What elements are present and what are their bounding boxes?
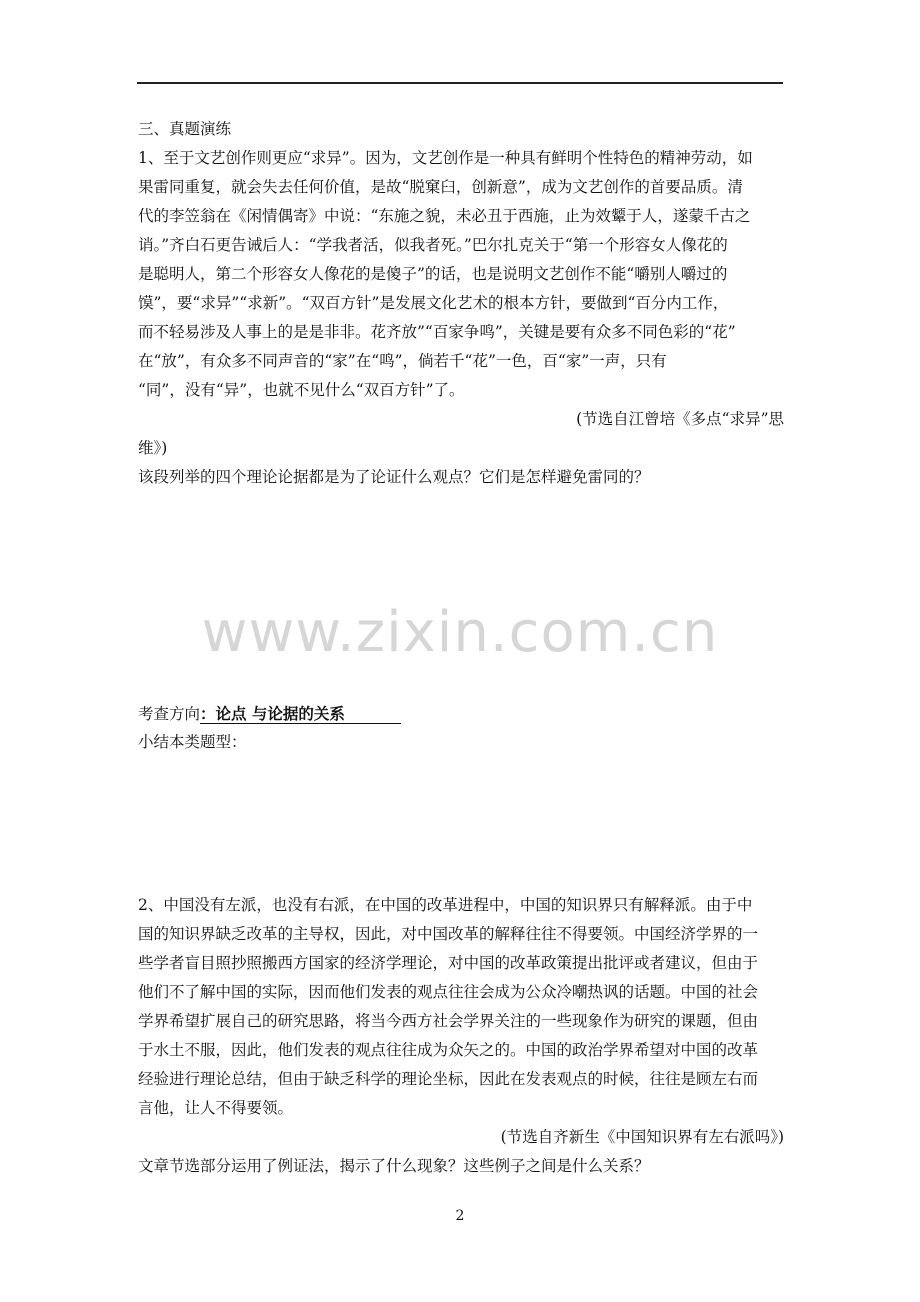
passage-line: 学界希望扩展自己的研究思路，将当今西方社会学界关注的一些现象作为研究的课题，但由 xyxy=(138,1012,759,1030)
passage-line: 国的知识界缺乏改革的主导权，因此，对中国改革的解释往往不得要领。中国经济学界的一 xyxy=(138,925,759,943)
summary-label: 小结本类题型： xyxy=(138,733,247,751)
passage-line: 在“放”，有众多不同声音的“家”在“鸣”，倘若千“花”一色，百“家”一声，只有 xyxy=(138,352,667,370)
exam-direction xyxy=(138,699,784,729)
watermark: www.zixin.com.cn xyxy=(201,600,719,665)
question-2-passage xyxy=(138,891,784,1181)
passage-source: (节选自齐新生《中国知识界有左右派吗》) xyxy=(500,1128,784,1146)
passage-line: 2、中国没有左派，也没有右派，在中国的改革进程中，中国的知识界只有解释派。由于中 xyxy=(138,896,753,914)
passage-line: 代的李笠翁在《闲情偶寄》中说：“东施之貌，未必丑于西施，止为效颦于人，遂蒙千古之 xyxy=(138,207,751,225)
passage-line: 言他，让人不得要领。 xyxy=(138,1099,294,1117)
passage-line: 他们不了解中国的实际，因而他们发表的观点往往会成为公众冷嘲热讽的话题。中国的社会 xyxy=(138,983,759,1001)
passage-source: (节选自江曾培《多点“求异”思 xyxy=(576,410,784,428)
passage-line: 1、至于文艺创作则更应“求异”。因为，文艺创作是一种具有鲜明个性特色的精神劳动，如 xyxy=(138,149,753,167)
question-1-prompt: 该段列举的四个理论论据都是为了论证什么观点？它们是怎样避免雷同的？ xyxy=(138,468,650,486)
passage-line: 于水土不服，因此，他们发表的观点往往成为众矢之的。中国的政治学界希望对中国的改革 xyxy=(138,1041,759,1059)
passage-source-cont: 维》) xyxy=(138,439,168,457)
passage-line: 些学者盲目照抄照搬西方国家的经济学理论，对中国的改革政策提出批评或者建议，但由于 xyxy=(138,954,759,972)
page-number: 2 xyxy=(455,1208,465,1224)
passage-line: 果雷同重复，就会失去任何价值，是故“脱窠臼，创新意”，成为文艺创作的首要品质。清 xyxy=(138,178,743,196)
passage-line: 经验进行理论总结，但由于缺乏科学的理论坐标，因此在发表观点的时候，往往是顾左右而 xyxy=(138,1070,759,1088)
passage-line: 而不轻易涉及人事上的是是非非。花齐放”“百家争鸣”，关键是要有众多不同色彩的“花” xyxy=(138,323,736,341)
section-title: 三、真题演练 xyxy=(138,120,232,138)
passage-line: “同”，没有“异”，也就不见什么“双百方针”了。 xyxy=(138,381,465,399)
passage-line: 馍”，要“求异”“求新”。“双百方针”是发展文化艺术的根本方针，要做到“百分内工作， xyxy=(138,294,729,312)
exam-direction-label: 考查方向 xyxy=(138,705,201,723)
passage-line: 诮。”齐白石更告诫后人：“学我者活，似我者死。”巴尔扎克关于“第一个形容女人像花的 xyxy=(138,236,728,254)
passage-line: 是聪明人，第二个形容女人像花的是傻子”的话，也是说明文艺创作不能“嚼别人嚼过的 xyxy=(138,265,728,283)
exam-direction-answer: ：论点 与论据的关系 xyxy=(200,704,401,724)
question-2-prompt: 文章节选部分运用了例证法，揭示了什么现象？这些例子之间是什么关系？ xyxy=(138,1157,650,1175)
question-1-passage xyxy=(138,144,784,492)
header-rule xyxy=(137,82,783,84)
